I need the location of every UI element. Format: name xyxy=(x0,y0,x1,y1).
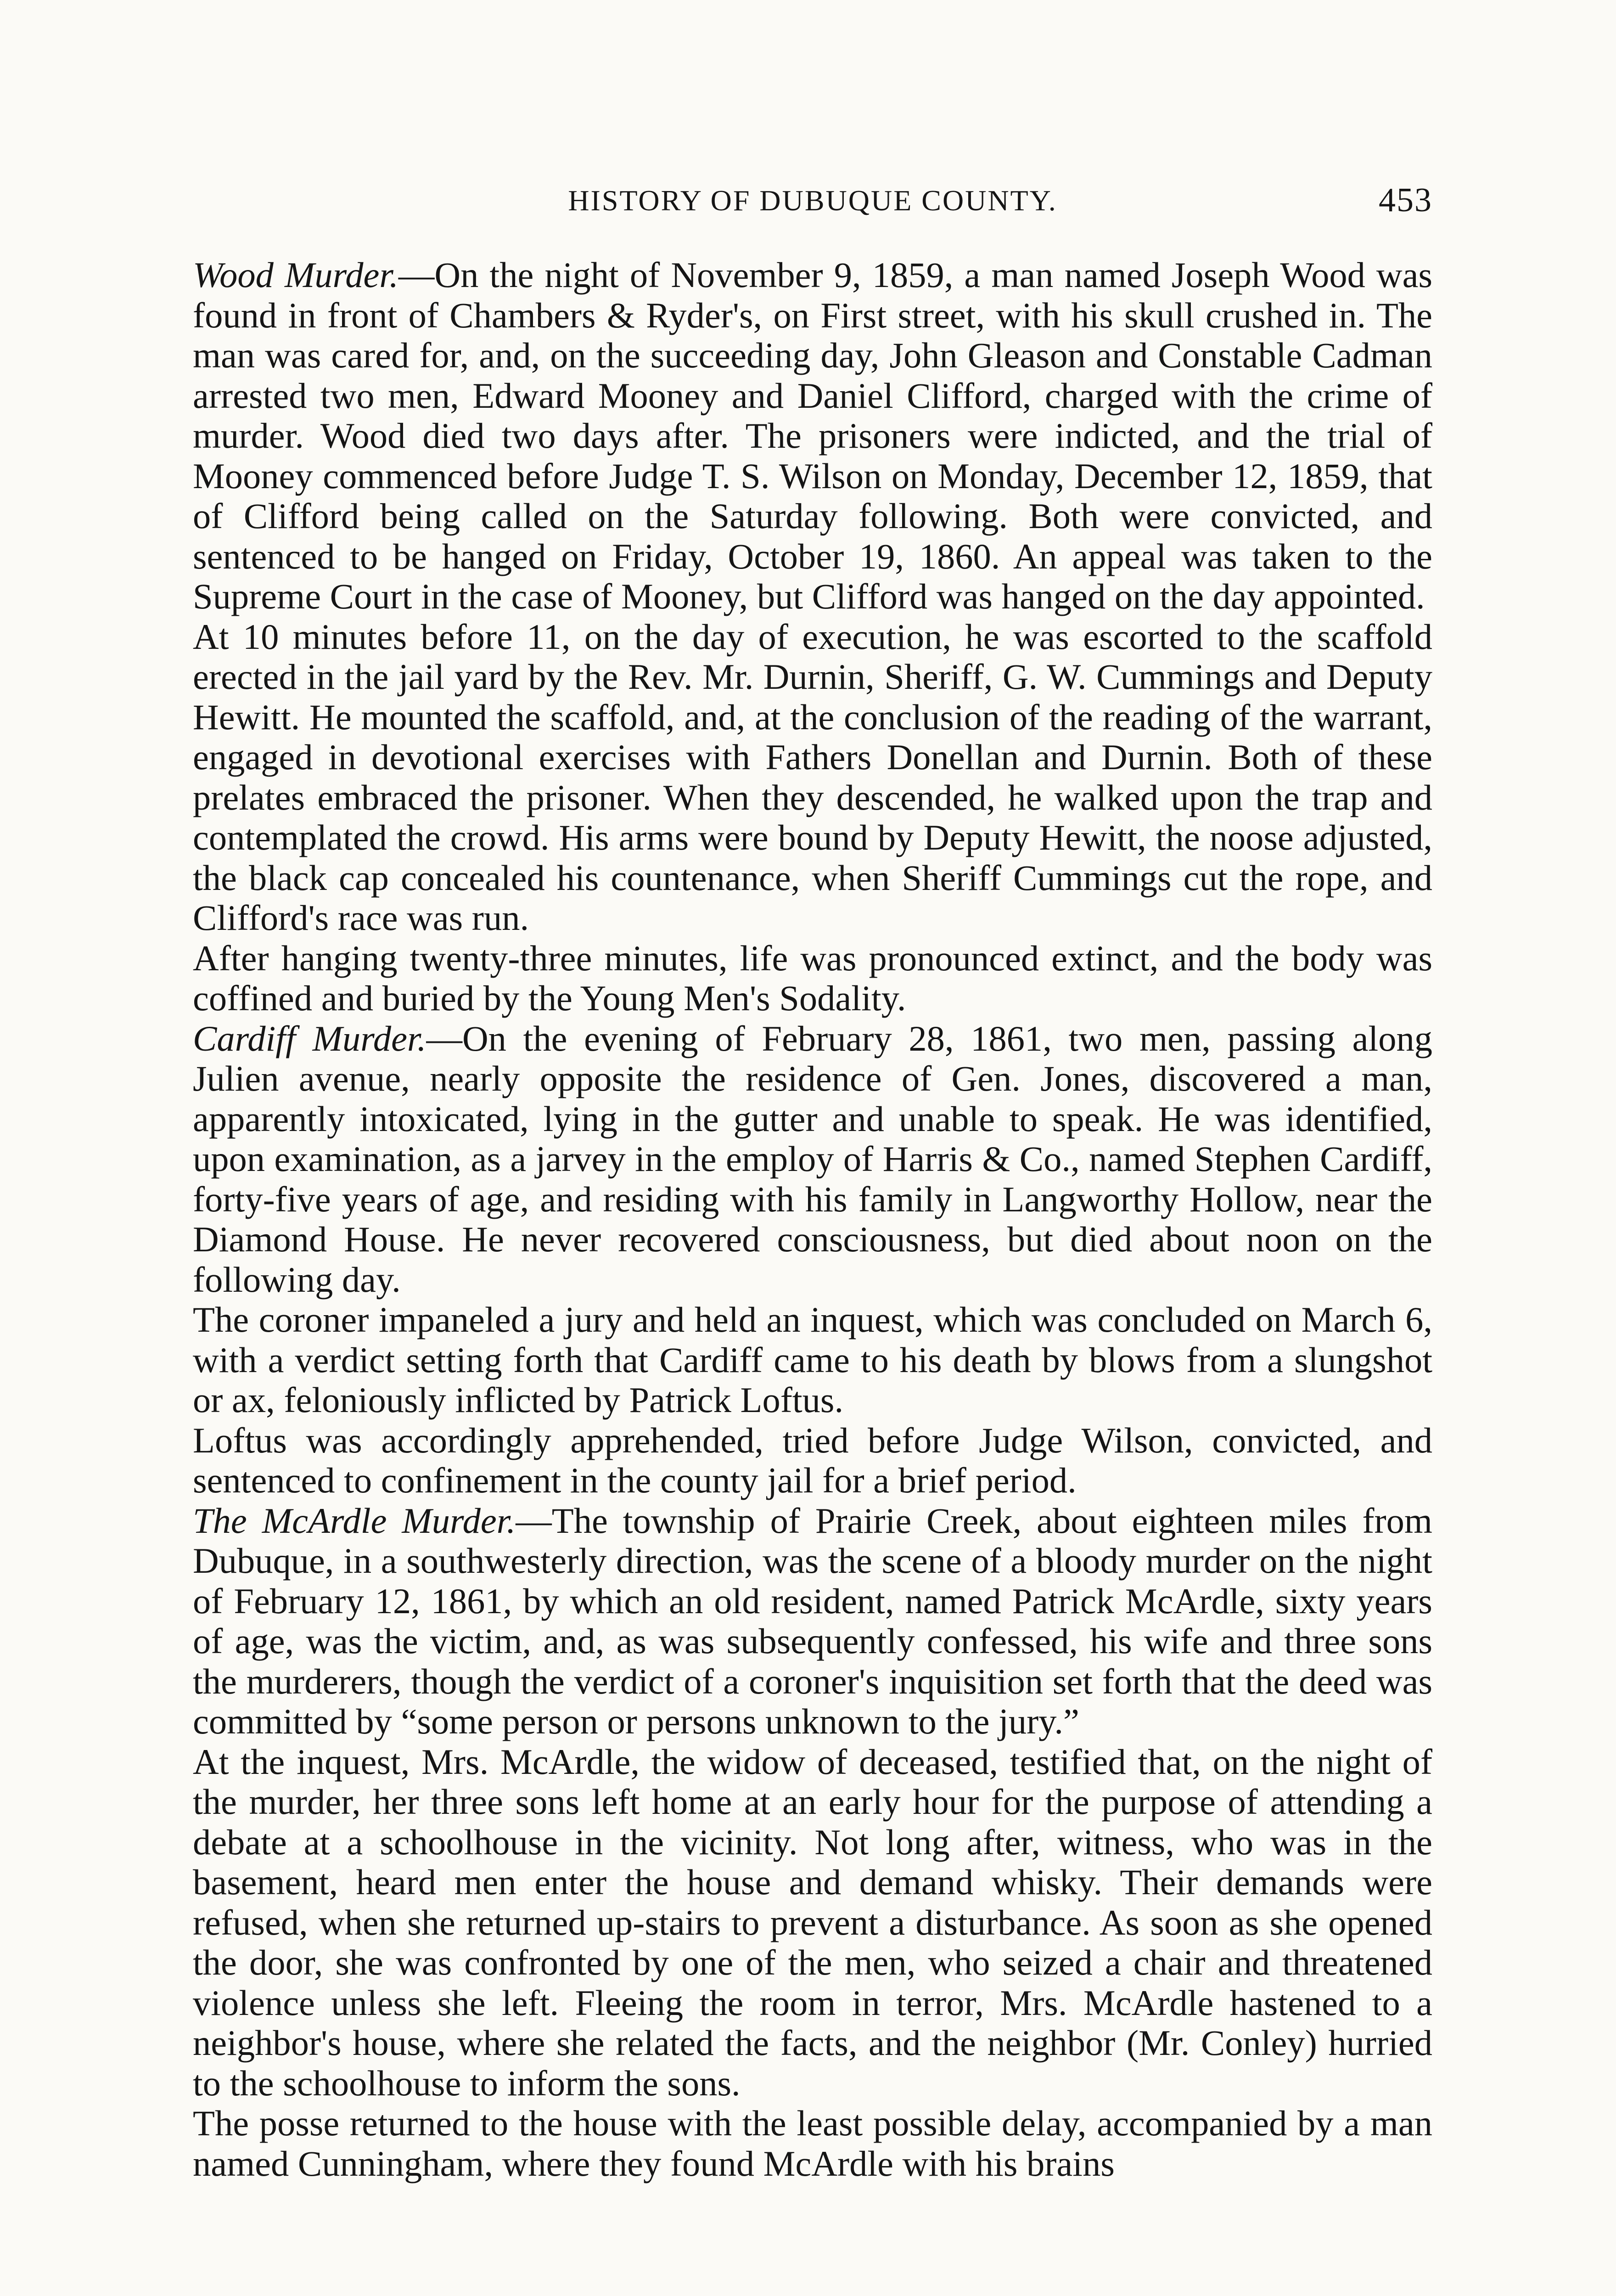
paragraph-loftus xyxy=(193,1420,1432,1501)
paragraph-text: At the inquest, Mrs. McArdle, the widow of deceased, testified that, on the night of the murder, her three sons left home at an early hour for the purpose of attending a debate at a schoolhouse in the vicinity. Not long after, witness, who was in the basement, heard men enter the house and demand whisky. Their demands were refused, when she returned up-stairs to prevent a disturbance. As soon as she opened the door, she was confronted by one of the men, who seized a chair and threatened violence unless she left. Fleeing the room in terror, Mrs. McArdle hastened to a neighbor's house, where she related the facts, and the neighbor (Mr. Conley) hurried to the schoolhouse to inform the sons. xyxy=(193,1741,1432,2103)
paragraph-text: —The township of Prairie Creek, about eighteen miles from Dubuque, in a southwesterly direction, was the scene of a bloody murder on the night of February 12, 1861, by which an old resident, named Patrick McArdle, sixty years of age, was the victim, and, as was subsequently confessed, his wife and three sons the murderers, though the verdict of a coroner's inquisition set forth that the deed was committed by “some person or persons unknown to the jury.” xyxy=(193,1500,1432,1741)
paragraph-text: The coroner impaneled a jury and held an inquest, which was concluded on March 6, with a verdict setting forth that Cardiff came to his death by blows from a slungshot or ax, feloniously inflicted by Patrick Loftus. xyxy=(193,1300,1432,1420)
paragraph-text: At 10 minutes before 11, on the day of execution, he was escorted to the scaffold erected in the jail yard by the Rev. Mr. Durnin, Sheriff, G. W. Cummings and Deputy Hewitt. He mounted the scaffold, and, at the conclusion of the reading of the warrant, engaged in devotional exercises with Fathers Donellan and Durnin. Both of these prelates embraced the prisoner. When they descended, he walked upon the trap and contemplated the crowd. His arms were bound by Deputy Hewitt, the noose adjusted, the black cap concealed his countenance, when Sheriff Cummings cut the rope, and Clifford's race was run. xyxy=(193,616,1432,938)
paragraph-cardiff-murder xyxy=(193,1019,1432,1300)
paragraph-text: —On the night of November 9, 1859, a man named Joseph Wood was found in front of Chambers & Ryder's, on First street, with his skull crushed in. The man was cared for, and, on the succeeding day, John Gleason and Constable Cadman arrested two men, Edward Mooney and Daniel Clifford, charged with the crime of murder. Wood died two days after. The prisoners were indicted, and the trial of Mooney commenced before Judge T. S. Wilson on Monday, December 12, 1859, that of Clifford being called on the Saturday following. Both were convicted, and sentenced to be hanged on Friday, October 19, 1860. An appeal was taken to the Supreme Court in the case of Mooney, but Clifford was hanged on the day appointed. xyxy=(193,255,1433,616)
paragraph-text: The posse returned to the house with the least possible delay, accompanied by a man named Cunningham, where they found McArdle with his brains xyxy=(193,2103,1432,2183)
paragraph-burial xyxy=(193,938,1432,1019)
paragraph-execution xyxy=(193,617,1432,938)
paragraph-wood-murder xyxy=(193,255,1432,617)
section-heading-wood-murder: Wood Murder. xyxy=(193,255,398,295)
body-text xyxy=(193,255,1432,2183)
paragraph-text: Loftus was accordingly apprehended, tried before Judge Wilson, convicted, and sentenced to confinement in the county jail for a brief period. xyxy=(193,1420,1432,1500)
paragraph-text: After hanging twenty-three minutes, life was pronounced extinct, and the body was coffined and buried by the Young Men's Sodality. xyxy=(193,938,1432,1018)
section-heading-cardiff-murder: Cardiff Murder. xyxy=(193,1018,426,1058)
page-number: 453 xyxy=(1379,181,1432,219)
running-head xyxy=(193,181,1432,225)
section-heading-mcardle-murder: The McArdle Murder. xyxy=(193,1500,516,1541)
paragraph-mcardle-murder xyxy=(193,1501,1432,1742)
paragraph-posse xyxy=(193,2103,1432,2183)
paragraph-mcardle-inquest xyxy=(193,1742,1432,2104)
paragraph-coroner-inquest xyxy=(193,1300,1432,1420)
paragraph-text: —On the evening of February 28, 1861, two men, passing along Julien avenue, nearly opposite the residence of Gen. Jones, discovered a man, apparently intoxicated, lying in the gutter and unable to speak. He was identified, upon examination, as a jarvey in the employ of Harris & Co., named Stephen Cardiff, forty-five years of age, and residing with his family in Langworthy Hollow, near the Diamond House. He never recovered consciousness, but died about noon on the following day. xyxy=(193,1018,1432,1300)
running-title: HISTORY OF DUBUQUE COUNTY. xyxy=(568,184,1057,217)
